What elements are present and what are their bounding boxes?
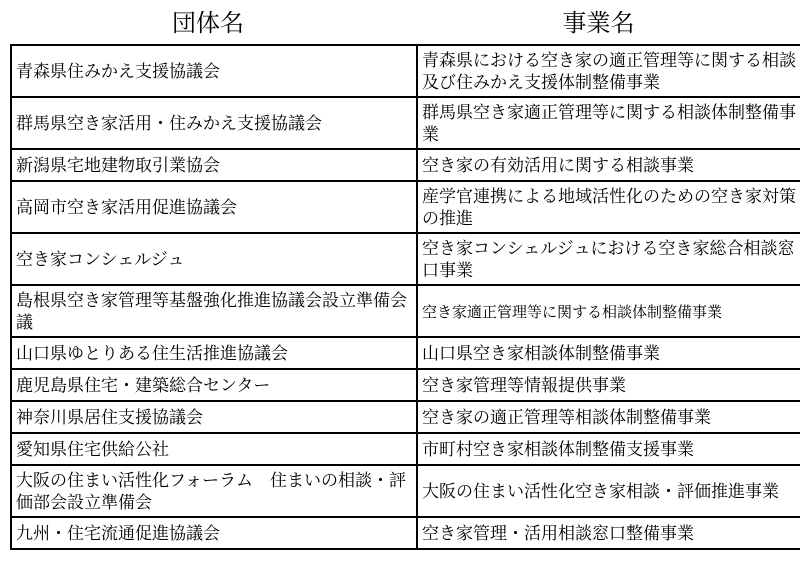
organization-cell: 群馬県空き家活用・住みかえ支援協議会 [11, 97, 417, 149]
organization-project-table [10, 44, 800, 550]
organization-cell: 神奈川県居住支援協議会 [11, 401, 417, 433]
project-cell: 山口県空き家相談体制整備事業 [417, 337, 800, 369]
table-row [11, 517, 800, 549]
organization-cell: 新潟県宅地建物取引業協会 [11, 149, 417, 181]
project-cell: 空き家コンシェルジュにおける空き家総合相談窓口事業 [417, 233, 800, 285]
project-cell: 群馬県空き家適正管理等に関する相談体制整備事業 [417, 97, 800, 149]
project-cell: 青森県における空き家の適正管理等に関する相談及び住みかえ支援体制整備事業 [417, 45, 800, 97]
organization-cell: 山口県ゆとりある住生活推進協議会 [11, 337, 417, 369]
project-cell: 空き家の適正管理等相談体制整備事業 [417, 401, 800, 433]
organization-cell: 島根県空き家管理等基盤強化推進協議会設立準備会議 [11, 285, 417, 337]
organization-cell: 愛知県住宅供給公社 [11, 433, 417, 465]
table-row [11, 233, 800, 285]
table-row [11, 337, 800, 369]
table-row [11, 285, 800, 337]
table-row [11, 97, 800, 149]
organization-cell: 鹿児島県住宅・建築総合センター [11, 369, 417, 401]
table-row [11, 149, 800, 181]
project-cell: 空き家管理・活用相談窓口整備事業 [417, 517, 800, 549]
project-cell: 空き家管理等情報提供事業 [417, 369, 800, 401]
project-cell: 空き家適正管理等に関する相談体制整備事業 [417, 285, 800, 337]
project-cell: 産学官連携による地域活性化のための空き家対策の推進 [417, 181, 800, 233]
organization-cell: 大阪の住まい活性化フォーラム 住まいの相談・評価部会設立準備会 [11, 465, 417, 517]
organization-cell: 空き家コンシェルジュ [11, 233, 417, 285]
table-row [11, 401, 800, 433]
table-row [11, 433, 800, 465]
organization-cell: 九州・住宅流通促進協議会 [11, 517, 417, 549]
table-row [11, 45, 800, 97]
table-row [11, 465, 800, 517]
project-cell: 空き家の有効活用に関する相談事業 [417, 149, 800, 181]
header-project: 事業名 [562, 9, 635, 37]
project-cell: 大阪の住まい活性化空き家相談・評価推進事業 [417, 465, 800, 517]
organization-cell: 青森県住みかえ支援協議会 [11, 45, 417, 97]
header-organization: 団体名 [172, 9, 244, 37]
table-header [10, 4, 791, 42]
organization-cell: 高岡市空き家活用促進協議会 [11, 181, 417, 233]
project-cell: 市町村空き家相談体制整備支援事業 [417, 433, 800, 465]
table-row [11, 369, 800, 401]
table-row [11, 181, 800, 233]
